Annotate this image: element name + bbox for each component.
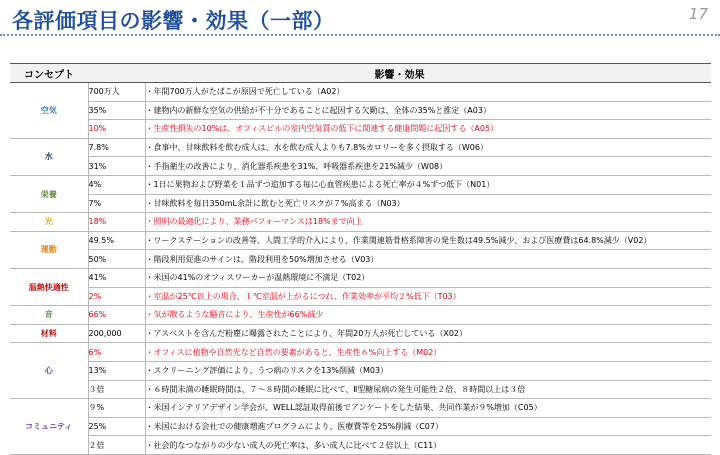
table-row (10, 138, 711, 157)
metric-value: 200,000 (88, 324, 145, 343)
table-row (10, 83, 711, 102)
header-concept: コンセプト (10, 64, 88, 83)
metric-value: 49.5% (88, 231, 145, 250)
category-sound: 音 (10, 306, 88, 325)
metric-value: 2% (88, 287, 145, 306)
category-materials: 材料 (10, 324, 88, 343)
table-row (10, 250, 711, 269)
header-effects: 影響・効果 (88, 64, 711, 83)
page-title: 各評価項目の影響・効果（一部） (12, 9, 335, 33)
table-row (10, 343, 711, 362)
metric-value: ２倍 (88, 436, 145, 455)
metric-value: 10% (88, 120, 145, 139)
metric-description: ・オフィスに植物や自然光など自然の要素があると、生産性６%向上する（M02） (145, 343, 711, 362)
metric-description: ・アスベストを含んだ粉塵に曝露されたことにより、年間20万人が死亡している（X02） (145, 324, 711, 343)
category-community: コミュニティ (10, 399, 88, 455)
title-divider (0, 34, 720, 36)
metric-value: 7% (88, 194, 145, 213)
metric-value: ９% (88, 399, 145, 418)
metric-description: ・照明の最適化により、業務パフォーマンスは18%まで向上 (145, 213, 711, 232)
table-row (10, 380, 711, 399)
metric-description: ・食事中、甘味飲料を飲む成人は、水を飲む成人よりも7.8%カロリーを多く摂取する（W06） (145, 138, 711, 157)
category-light: 光 (10, 213, 88, 232)
table-row (10, 157, 711, 176)
table-row (10, 287, 711, 306)
metric-value: 13% (88, 361, 145, 380)
category-thermal-comfort: 温熱快適性 (10, 268, 88, 305)
metric-description: ・スクリーニング評価により、うつ病のリスクを13%削減（M03） (145, 361, 711, 380)
table-row (10, 213, 711, 232)
metric-description: ・米国における会社での健康増進プログラムにより、医療費等を25%削減（C07） (145, 417, 711, 436)
metric-description: ・手指衛生の改善により、消化器系疾患を31%、呼吸器系疾患を21%減少（W08） (145, 157, 711, 176)
table-row (10, 436, 711, 455)
metric-value: 700万人 (88, 83, 145, 102)
metric-value: 6% (88, 343, 145, 362)
category-water: 水 (10, 138, 88, 175)
table-row (10, 120, 711, 139)
table-row (10, 306, 711, 325)
category-movement: 運動 (10, 231, 88, 268)
metric-description: ・米国の41%のオフィスワーカーが温熱環境に不満足（T02） (145, 268, 711, 287)
metric-value: 50% (88, 250, 145, 269)
table-row (10, 175, 711, 194)
metric-value: 35% (88, 101, 145, 120)
table-row (10, 194, 711, 213)
table-row (10, 417, 711, 436)
category-nutrition: 栄養 (10, 175, 88, 212)
category-air: 空気 (10, 83, 88, 139)
table-row (10, 231, 711, 250)
category-mind: 心 (10, 343, 88, 399)
metric-description: ・生産性損失の10%は、オフィスビルの室内空気質の低下に関連する健康問題に起因する（A05） (145, 120, 711, 139)
metric-value: 41% (88, 268, 145, 287)
table-row (10, 101, 711, 120)
metric-description: ・建物内の新鮮な空気の供給が不十分であることに起因する欠勤は、全体の35%と推定（A03） (145, 101, 711, 120)
metric-description: ・階段利用促進のサインは、階段利用を50%増加させる（V03） (145, 250, 711, 269)
metric-description: ・年間700万人がたばこが原因で死亡している（A02） (145, 83, 711, 102)
metric-value: 4% (88, 175, 145, 194)
metric-value: 31% (88, 157, 145, 176)
table-row (10, 268, 711, 287)
table-row (10, 399, 711, 418)
table-row (10, 324, 711, 343)
metric-description: ・米国インテリアデザイン学会が、WELL認証取得前後でアンケートをした結果、共同作業が９%増加（C05） (145, 399, 711, 418)
metric-description: ・ワークステーションの改善等、人間工学的介入により、作業関連筋骨格系障害の発生数は49.5%減少、および医療費は64.8%減少（V02） (145, 231, 711, 250)
metric-description: ・1日に果物および野菜を１品ずつ追加する毎に心血管疾患による死亡率が４%ずつ低下（N01） (145, 175, 711, 194)
metric-value: 18% (88, 213, 145, 232)
metric-value: 7.8% (88, 138, 145, 157)
metric-description: ・６時間未満の睡眠時間は、７～８時間の睡眠に比べて、Ⅱ型糖尿病の発生可能性２倍、８時間以上は３倍 (145, 380, 711, 399)
metric-description: ・社会的なつながりの少ない成人の死亡率は、多い成人に比べて２倍以上（C11） (145, 436, 711, 455)
page-number: 17 (688, 5, 708, 23)
metric-description: ・甘味飲料を毎日350mL余計に飲むと死亡リスクが７%高まる（N03） (145, 194, 711, 213)
metric-value: 25% (88, 417, 145, 436)
table-header-row (10, 64, 711, 83)
metric-description: ・室温が25℃以上の場合、１℃室温が上がるにつれ、作業効率が平均２%低下（T03） (145, 287, 711, 306)
metric-description: ・気が散るような騒音により、生産性が66%減少 (145, 306, 711, 325)
metric-value: 66% (88, 306, 145, 325)
effects-table (10, 63, 711, 455)
metric-value: ３倍 (88, 380, 145, 399)
table-row (10, 361, 711, 380)
